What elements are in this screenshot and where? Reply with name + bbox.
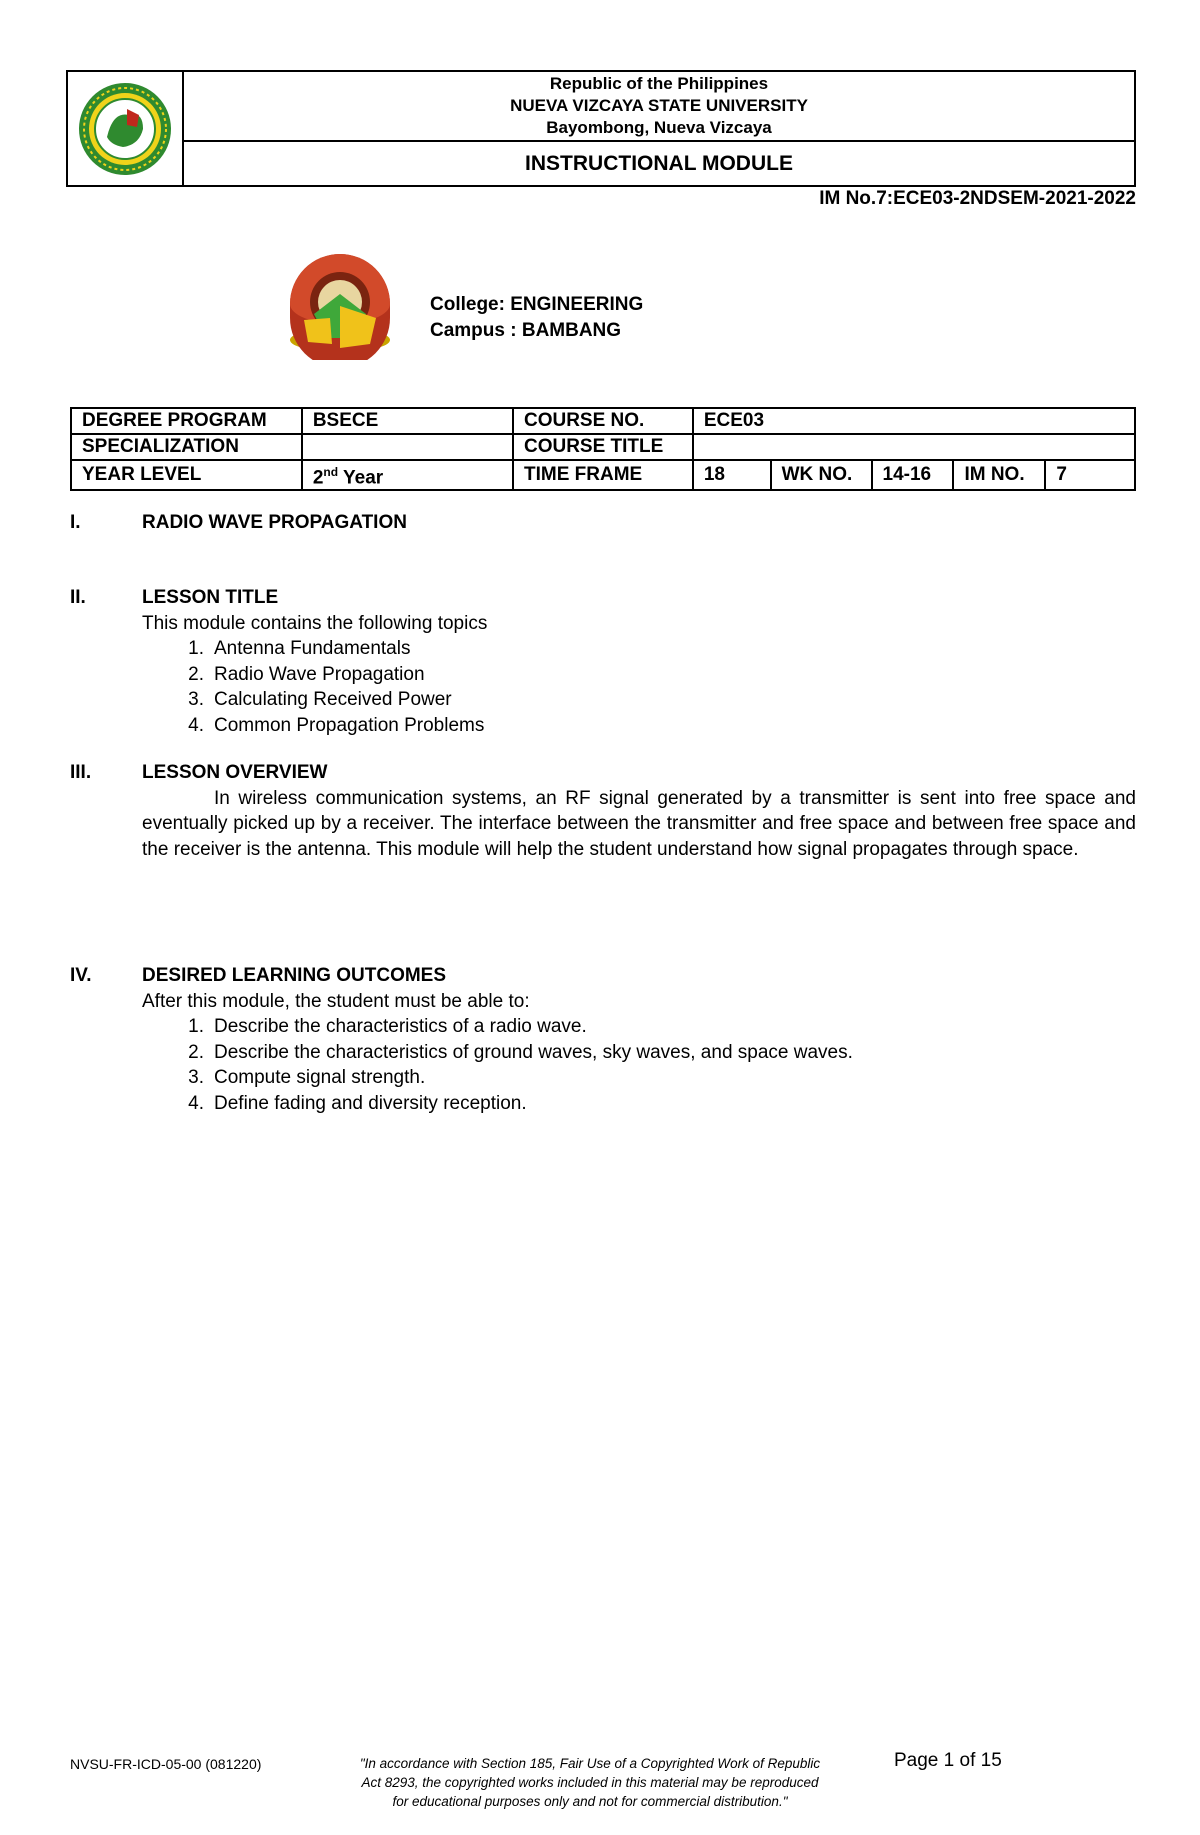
section-number: I. bbox=[70, 512, 81, 533]
university-seal-icon bbox=[77, 81, 173, 177]
year-level-value bbox=[302, 460, 513, 490]
copyright-line: for educational purposes only and not for commercial distribution." bbox=[392, 1794, 788, 1809]
module-title: INSTRUCTIONAL MODULE bbox=[525, 151, 793, 175]
list-number: 3. bbox=[188, 689, 204, 710]
im-no-label: IM NO. bbox=[953, 460, 1045, 490]
college-info bbox=[430, 292, 643, 344]
course-info-table bbox=[70, 407, 1136, 491]
course-title-label: COURSE TITLE bbox=[513, 434, 693, 460]
list-text: Common Propagation Problems bbox=[214, 714, 485, 736]
list-item bbox=[142, 1040, 1136, 1066]
table-row bbox=[71, 460, 1135, 490]
list-text: Define fading and diversity reception. bbox=[214, 1092, 527, 1114]
section-title: DESIRED LEARNING OUTCOMES bbox=[142, 965, 447, 986]
university-location: Bayombong, Nueva Vizcaya bbox=[546, 118, 772, 137]
im-number: IM No.7:ECE03-2NDSEM-2021-2022 bbox=[819, 188, 1136, 209]
list-text: Compute signal strength. bbox=[214, 1067, 426, 1088]
year-level-suffix: Year bbox=[338, 467, 384, 489]
document-header bbox=[66, 70, 1136, 187]
university-heading bbox=[184, 72, 1134, 142]
wk-no-value: 14-16 bbox=[872, 460, 954, 490]
section-1 bbox=[70, 510, 1136, 536]
year-level-number: 2 bbox=[312, 467, 324, 489]
list-item bbox=[142, 713, 1136, 739]
list-number: 2. bbox=[188, 663, 204, 685]
list-number: 4. bbox=[188, 714, 204, 736]
specialization-value bbox=[302, 434, 513, 460]
outcome-list bbox=[142, 1014, 1136, 1116]
section-title: LESSON OVERVIEW bbox=[142, 762, 328, 783]
list-text: Calculating Received Power bbox=[214, 689, 452, 710]
section-title: RADIO WAVE PROPAGATION bbox=[142, 512, 407, 533]
college-line: College: ENGINEERING bbox=[430, 294, 644, 315]
im-no-value: 7 bbox=[1045, 460, 1135, 490]
list-text: Radio Wave Propagation bbox=[214, 663, 425, 685]
section-number: II. bbox=[70, 587, 86, 608]
list-item bbox=[142, 662, 1136, 688]
specialization-label: SPECIALIZATION bbox=[71, 434, 302, 460]
wk-no-label: WK NO. bbox=[771, 460, 872, 490]
degree-program-value: BSECE bbox=[302, 408, 513, 434]
list-number: 1. bbox=[188, 1016, 204, 1037]
section-number: IV. bbox=[70, 965, 92, 986]
list-item bbox=[142, 636, 1136, 662]
university-name: NUEVA VIZCAYA STATE UNIVERSITY bbox=[510, 96, 808, 115]
list-number: 2. bbox=[188, 1041, 204, 1063]
republic-line: Republic of the Philippines bbox=[549, 74, 769, 93]
degree-program-label: DEGREE PROGRAM bbox=[71, 408, 302, 434]
campus-line: Campus : BAMBANG bbox=[430, 320, 622, 341]
course-no-label: COURSE NO. bbox=[513, 408, 693, 434]
list-text: Describe the characteristics of a radio wave. bbox=[214, 1016, 587, 1037]
list-item bbox=[142, 1091, 1136, 1117]
time-frame-label: TIME FRAME bbox=[513, 460, 693, 490]
course-title-value bbox=[693, 434, 1135, 460]
list-text: Antenna Fundamentals bbox=[214, 638, 411, 659]
list-number: 4. bbox=[188, 1092, 204, 1114]
page-number: Page 1 of 15 bbox=[894, 1750, 1002, 1771]
table-row bbox=[71, 434, 1135, 460]
table-row bbox=[71, 408, 1135, 434]
time-frame-value: 18 bbox=[693, 460, 771, 490]
section-3 bbox=[70, 760, 1136, 862]
section-4 bbox=[70, 963, 1136, 1116]
list-item bbox=[142, 1014, 1136, 1040]
section-title: LESSON TITLE bbox=[142, 587, 279, 608]
copyright-line: "In accordance with Section 185, Fair Use of a Copyrighted Work of Republic bbox=[359, 1756, 821, 1771]
section-number: III. bbox=[70, 762, 92, 783]
list-number: 3. bbox=[188, 1067, 204, 1088]
topic-list bbox=[142, 636, 1136, 738]
list-number: 1. bbox=[188, 638, 204, 659]
form-code: NVSU-FR-ICD-05-00 (081220) bbox=[70, 1756, 262, 1772]
overview-paragraph: In wireless communication systems, an RF signal generated by a transmitter is sent into free space and eventually picked up by a receiver. The interface between the transmitter and free space and between free space and the receiver is the antenna. This module will help the student understand how signal propagates through space. bbox=[142, 787, 1136, 860]
section-2 bbox=[70, 585, 1136, 738]
year-level-ordinal: nd bbox=[323, 465, 339, 479]
copyright-line: Act 8293, the copyrighted works included in this material may be reproduced bbox=[361, 1775, 819, 1790]
copyright-note bbox=[320, 1754, 860, 1811]
list-text: Describe the characteristics of ground waves, sky waves, and space waves. bbox=[214, 1041, 853, 1063]
course-no-value: ECE03 bbox=[693, 408, 1135, 434]
section-intro: After this module, the student must be able to: bbox=[142, 990, 530, 1012]
list-item bbox=[142, 687, 1136, 713]
year-level-label: YEAR LEVEL bbox=[71, 460, 302, 490]
university-seal-cell bbox=[68, 72, 184, 185]
list-item bbox=[142, 1065, 1136, 1091]
college-logo-icon bbox=[280, 248, 400, 360]
section-intro: This module contains the following topics bbox=[142, 612, 488, 634]
